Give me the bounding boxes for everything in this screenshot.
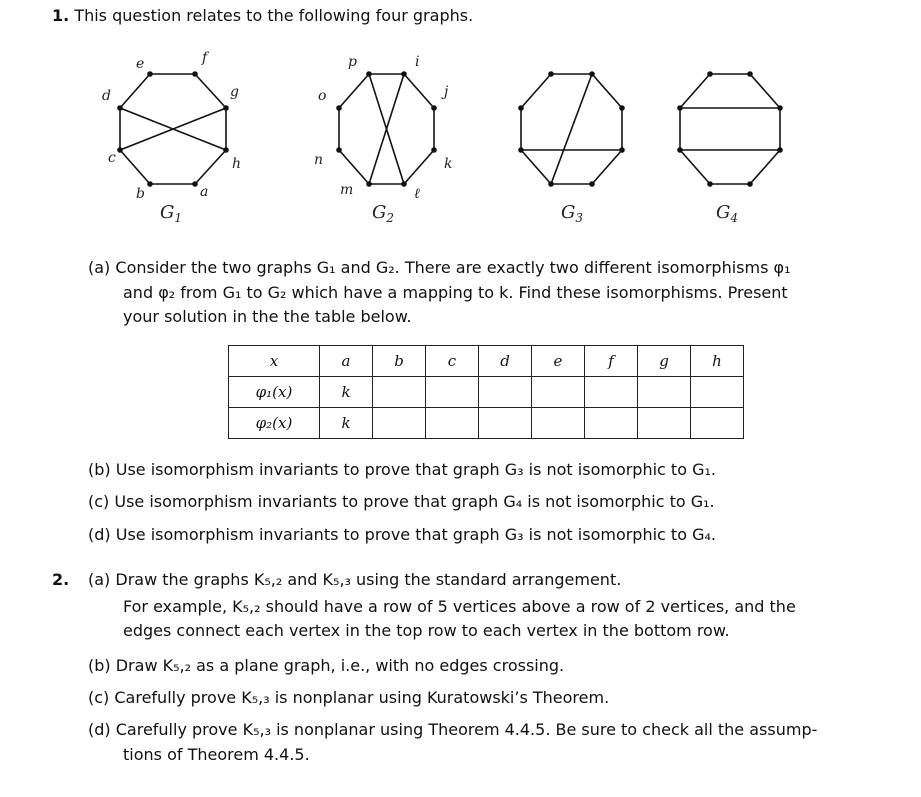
table-header-h: h — [691, 346, 744, 377]
q1-a-label: (a) — [88, 258, 111, 277]
q2-a-label: (a) — [88, 570, 111, 589]
graph-g4 — [680, 74, 780, 184]
q1-c-text: Use isomorphism invariants to prove that graph G₄ is not isomorphic to G₁. — [114, 492, 715, 511]
table-header-c: c — [426, 346, 479, 377]
q2-part-d — [88, 718, 817, 767]
table-cell[interactable] — [532, 377, 585, 408]
table-cell[interactable] — [585, 377, 638, 408]
q1-c-label: (c) — [88, 492, 110, 511]
q1-d-label: (d) — [88, 525, 111, 544]
g1-label-b: b — [136, 186, 145, 202]
q2-d-label: (d) — [88, 720, 111, 739]
q1-b-label: (b) — [88, 460, 111, 479]
g1-label-e: e — [136, 56, 145, 72]
g2-label-p: p — [348, 54, 357, 70]
isomorphism-table — [228, 345, 744, 439]
g2-label-o: o — [318, 88, 327, 104]
table-cell[interactable] — [638, 377, 691, 408]
g1-label-d: d — [102, 88, 111, 104]
g2-label-l: ℓ — [414, 186, 420, 202]
table-cell[interactable] — [479, 377, 532, 408]
table-header-a: a — [320, 346, 373, 377]
q1-part-b — [88, 458, 716, 483]
question-1-intro: This question relates to the following four graphs. — [74, 6, 474, 25]
table-cell[interactable] — [585, 408, 638, 439]
table-cell[interactable] — [691, 408, 744, 439]
q2-c-text: Carefully prove K₅,₃ is nonplanar using Kuratowski’s Theorem. — [114, 688, 610, 707]
q2-c-label: (c) — [88, 688, 110, 707]
g1-label-c: c — [108, 150, 116, 166]
q1-a-line2: and φ₂ from G₁ to G₂ which have a mapping to k. Find these isomorphisms. Present — [123, 282, 788, 302]
q2-part-a — [88, 568, 796, 644]
g4-name: $G_4$ — [716, 202, 739, 225]
q2-a-line3: edges connect each vertex in the top row to each vertex in the bottom row. — [123, 621, 730, 640]
g2-label-i: i — [415, 54, 420, 70]
table-row-phi2 — [229, 408, 744, 439]
q1-b-text: Use isomorphism invariants to prove that graph G₃ is not isomorphic to G₁. — [115, 460, 716, 479]
table-row-label: φ₂(x) — [229, 408, 320, 439]
table-cell[interactable] — [691, 377, 744, 408]
graphs-figure — [0, 40, 921, 280]
g1-label-h: h — [232, 156, 242, 172]
table-header-f: f — [585, 346, 638, 377]
q2-a-line2: For example, K₅,₂ should have a row of 5 vertices above a row of 2 vertices, and the — [123, 596, 796, 616]
table-header-row — [229, 346, 744, 377]
table-cell[interactable] — [426, 408, 479, 439]
table-cell[interactable]: k — [320, 408, 373, 439]
g1-label-f: f — [202, 50, 208, 66]
q1-a-line3: your solution in the the table below. — [123, 307, 412, 326]
g3-name: $G_3$ — [561, 202, 584, 225]
table-row-phi1 — [229, 377, 744, 408]
g2-name: $G_2$ — [372, 202, 395, 225]
g2-label-m: m — [340, 182, 354, 198]
table-header-e: e — [532, 346, 585, 377]
table-row-label: φ₁(x) — [229, 377, 320, 408]
g1-label-a: a — [200, 184, 209, 200]
question-1-header — [52, 4, 473, 28]
table-cell[interactable] — [373, 408, 426, 439]
q2-d-line1: Carefully prove K₅,₃ is nonplanar using Theorem 4.4.5. Be sure to check all the assump- — [115, 720, 818, 739]
q2-part-b — [88, 654, 564, 679]
table-cell[interactable] — [426, 377, 479, 408]
table-cell[interactable] — [373, 377, 426, 408]
q2-d-line2: tions of Theorem 4.4.5. — [123, 744, 310, 764]
table-header-b: b — [373, 346, 426, 377]
graph-g3 — [521, 74, 622, 184]
table-cell[interactable] — [479, 408, 532, 439]
table-header-x: x — [229, 346, 320, 377]
graph-g1 — [120, 74, 226, 184]
table-header-g: g — [638, 346, 691, 377]
g2-label-j: j — [444, 84, 449, 100]
table-cell[interactable]: k — [320, 377, 373, 408]
table-header-d: d — [479, 346, 532, 377]
table-cell[interactable] — [638, 408, 691, 439]
q2-b-text: Draw K₅,₂ as a plane graph, i.e., with no edges crossing. — [115, 656, 565, 675]
q2-b-label: (b) — [88, 656, 111, 675]
q1-a-line1: Consider the two graphs G₁ and G₂. There are exactly two different isomorphisms φ₁ — [115, 258, 791, 277]
graph-g2 — [339, 74, 434, 184]
g2-label-n: n — [314, 152, 324, 168]
q1-part-a — [88, 256, 790, 330]
q1-part-d — [88, 523, 716, 548]
q2-part-c — [88, 686, 609, 711]
q1-part-c — [88, 490, 715, 515]
q1-d-text: Use isomorphism invariants to prove that graph G₃ is not isomorphic to G₄. — [115, 525, 716, 544]
table-cell[interactable] — [532, 408, 585, 439]
question-2-number: 2. — [52, 570, 70, 589]
g2-label-k: k — [444, 156, 453, 172]
q2-a-line1: Draw the graphs K₅,₂ and K₅,₃ using the standard arrangement. — [115, 570, 622, 589]
question-1-number: 1. — [52, 6, 70, 25]
g1-label-g: g — [230, 84, 239, 100]
g1-name: $G_1$ — [160, 202, 183, 225]
